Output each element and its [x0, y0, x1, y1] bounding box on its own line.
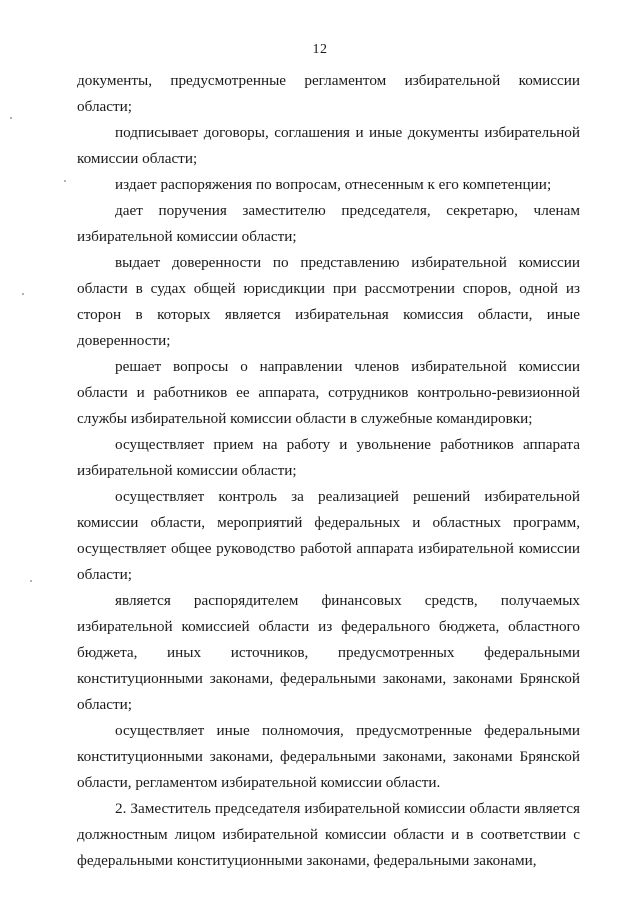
- paragraph-business-trips: решает вопросы о направлении членов избирательной комиссии области и работников ее аппарата, сотрудников контрольно-ревизионной службы избирательной комиссии области в служебные командировки;: [77, 358, 580, 427]
- paragraph-funds-manager: является распорядителем финансовых средств, получаемых избирательной комиссией области из федерального бюджета, областного бюджета, иных источников, предусмотренных федеральными конституционными законами, федеральными законами, законами Брянской области;: [77, 592, 580, 713]
- paragraph-control: осуществляет контроль за реализацией решений избирательной комиссии области, мероприятий федеральных и областных программ, осуществляет общее руководство работой аппарата избирательной комиссии области;: [77, 488, 580, 583]
- paragraph-deputy-chairman: 2. Заместитель председателя избирательной комиссии области является должностным лицом избирательной комиссии области и в соответствии с федеральными конституционными законами, федеральными законами,: [77, 800, 580, 869]
- scan-speck: [10, 117, 12, 119]
- page-number: 12: [312, 42, 328, 57]
- paragraph-signs-contracts: подписывает договоры, соглашения и иные документы избирательной комиссии области;: [77, 124, 580, 167]
- document-body: [77, 68, 580, 874]
- paragraph-issues-powers-of-attorney: выдает доверенности по представлению избирательной комиссии области в судах общей юрисдикции при рассмотрении споров, одной из сторон в которых является избирательная комиссия области, иные доверенности;: [77, 254, 580, 349]
- paragraph-hiring: осуществляет прием на работу и увольнение работников аппарата избирательной комиссии области;: [77, 436, 580, 479]
- paragraph-continuation: документы, предусмотренные регламентом избирательной комиссии области;: [77, 72, 580, 115]
- scan-speck: [22, 293, 24, 295]
- scan-speck: [64, 180, 66, 182]
- scan-speck: [30, 580, 32, 582]
- paragraph-gives-instructions: дает поручения заместителю председателя, секретарю, членам избирательной комиссии области;: [77, 202, 580, 245]
- paragraph-issues-orders: издает распоряжения по вопросам, отнесенным к его компетенции;: [115, 176, 552, 193]
- paragraph-other-powers: осуществляет иные полномочия, предусмотренные федеральными конституционными законами, федеральными законами, законами Брянской области, регламентом избирательной комиссии области.: [77, 722, 580, 791]
